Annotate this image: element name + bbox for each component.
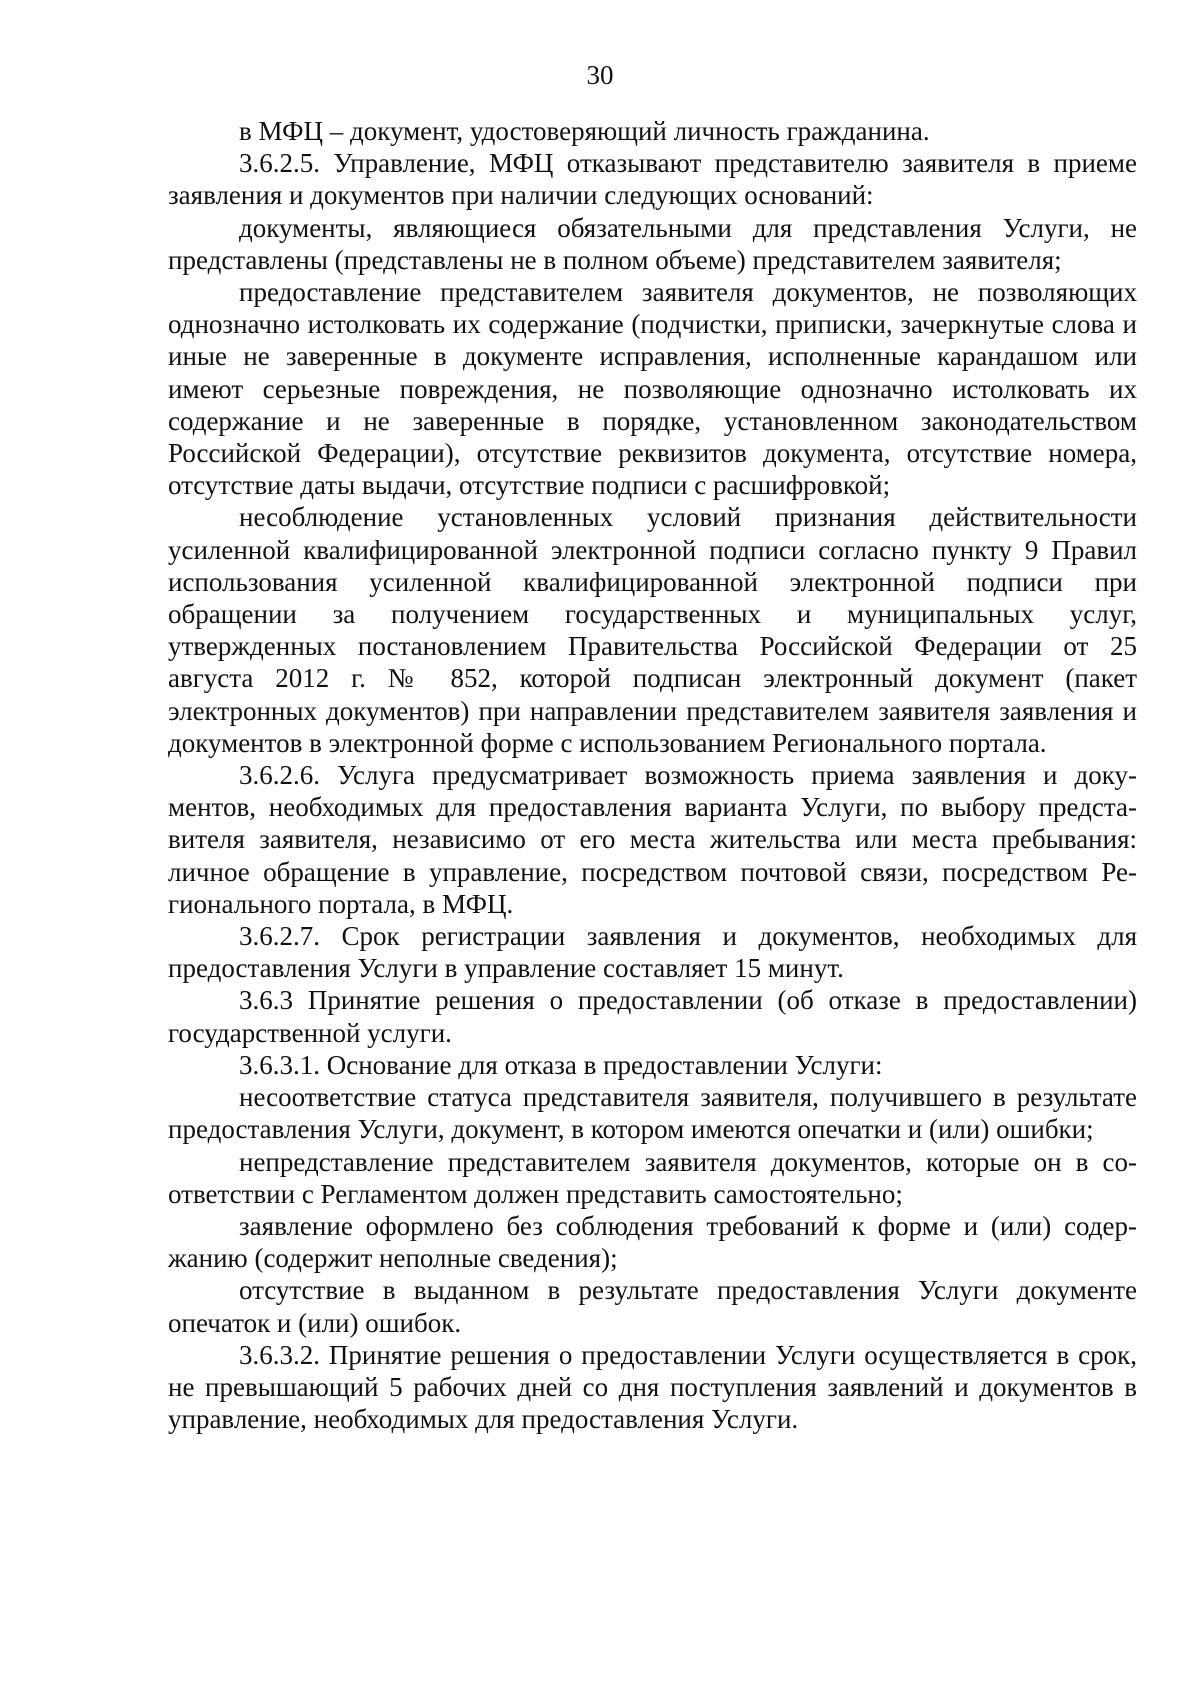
paragraph-9: 3.6.3.1. Основание для отказа в предоставлении Услуги: [239, 1049, 883, 1080]
paragraph-1: в МФЦ – документ, удостоверяющий личность гражданина. [239, 116, 930, 146]
paragraph-11: непредставление представителем заявителя документов, которые он в соответствии с Регламентом должен представить самостоятельно; [168, 1146, 1137, 1209]
document-body [168, 115, 1137, 1435]
paragraph-4: предоставление представителем заявителя документов, не позволяющих однозначно истолковать их содержание (подчистки, приписки, зачеркнутые слова и иные не заверенные в документе исправления, исполненные карандашом или имеют серьезные повреждения, не позволяющие однозначно истолковать их содержание и не заверенные в порядке, установленном законодательством Российской Федерации), отсутствие реквизитов документа, отсутствие номера, отсутствие даты выдачи, отсутствие подписи с расшифровкой; [168, 277, 1137, 501]
paragraph-8: 3.6.3 Принятие решения о предоставлении (об отказе в предоставлении) государственной услуги. [168, 985, 1137, 1048]
paragraph-7: 3.6.2.7. Срок регистрации заявления и документов, необходимых для предоставления Услуги в управление составляет 15 минут. [168, 921, 1137, 984]
page-number: 30 [586, 60, 614, 90]
paragraph-6: 3.6.2.6. Услуга предусматривает возможность приема заявления и документов, необходимых для предоставления варианта Услуги, по выбору представителя заявителя, независимо от его места жительства или места пребывания: личное обращение в управление, посредством почтовой связи, посредством Регионального портала, в МФЦ. [168, 760, 1137, 919]
paragraph-3: документы, являющиеся обязательными для представления Услуги, не представлены (представлены не в полном объеме) представителем заявителя; [168, 212, 1137, 275]
paragraph-12: заявление оформлено без соблюдения требований к форме и (или) содержанию (содержит неполные сведения); [168, 1210, 1137, 1274]
paragraph-14: 3.6.3.2. Принятие решения о предоставлении Услуги осуществляется в срок, не превышающий 5 рабочих дней со дня поступления заявлений и документов в управление, необходимых для предоставления Услуги. [168, 1339, 1137, 1435]
paragraph-13: отсутствие в выданном в результате предоставления Услуги документе опечаток и (или) ошибок. [168, 1275, 1137, 1338]
paragraph-5: несоблюдение установленных условий признания действительности усиленной квалифицированной электронной подписи согласно пункту 9 Правил использования усиленной квалифицированной электронной подписи при обращении за получением государственных и муниципальных услуг, утвержденных постановлением Правительства Российской Федерации от 25 августа 2012 г. № 852, которой подписан электронный документ (пакет электронных документов) при направлении представителем заявителя заявления и документов в электронной форме с использованием Регионального портала. [168, 502, 1137, 758]
paragraph-10: несоответствие статуса представителя заявителя, получившего в результате предоставления Услуги, документ, в котором имеются опечатки и (или) ошибки; [168, 1082, 1137, 1145]
paragraph-2: 3.6.2.5. Управление, МФЦ отказывают представителю заявителя в приеме заявления и документов при наличии следующих оснований: [168, 148, 1137, 211]
